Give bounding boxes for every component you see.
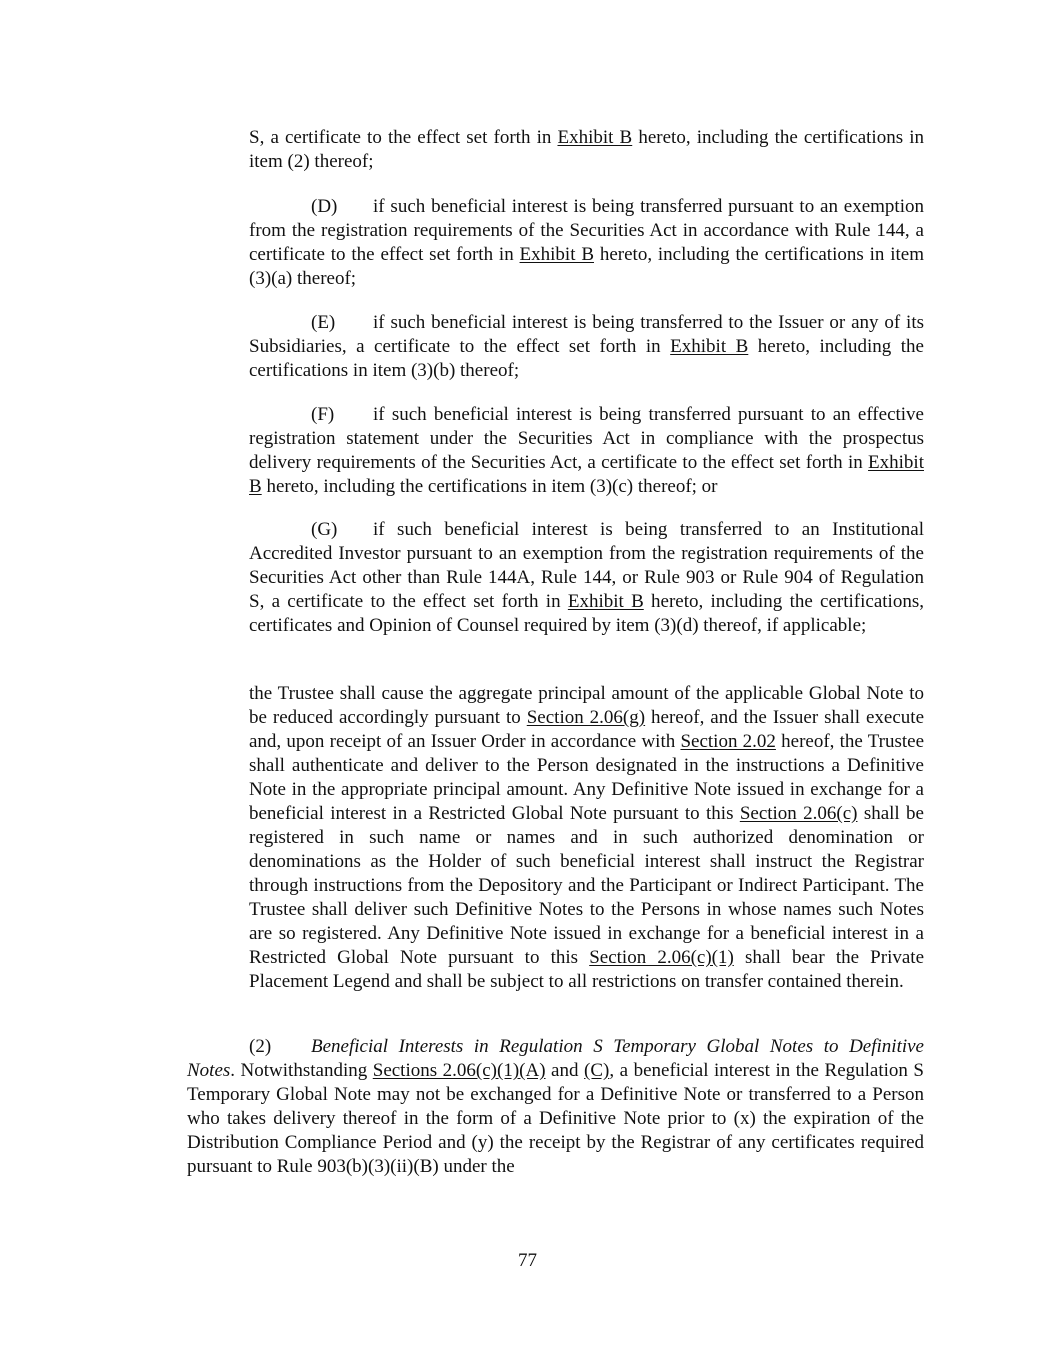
item-label: (E)	[311, 312, 336, 333]
section-reference: Section 2.06(c)(1)	[589, 947, 734, 968]
exhibit-reference: Exhibit B	[249, 452, 924, 497]
text: hereof, and the Issuer shall execute and, upon receipt of an Issuer Order in accordance with	[249, 707, 924, 752]
item-label: (D)	[311, 196, 338, 217]
exhibit-reference: Exhibit B	[670, 336, 749, 357]
section-reference: Sections 2.06(c)(1)(A)	[372, 1060, 546, 1081]
text: shall be registered in such name or names and in such authorized denomination or denominations as the Holder of such beneficial interest shall instruct the Registrar through instructions from the Depository and the Participant or Indirect Participant. The Trustee shall deliver such Definitive Notes to the Persons in whose names such Notes are so registered. Any Definitive Note issued in exchange for a beneficial interest in a Restricted Global Note pursuant to this	[249, 803, 924, 968]
item-2-paragraph	[187, 1035, 924, 1179]
item-g-paragraph	[249, 518, 924, 638]
page-number: 77	[518, 1250, 537, 1271]
section-reference: (C)	[584, 1060, 610, 1081]
item-label: (G)	[311, 519, 338, 540]
item-e-paragraph	[249, 311, 924, 383]
item-heading: Beneficial Interests in Regulation S Temporary Global Notes to Definitive Notes	[187, 1036, 924, 1081]
item-label: (F)	[311, 404, 335, 425]
section-reference: Section 2.06(c)	[739, 803, 858, 824]
item-label: (2)	[249, 1036, 272, 1057]
text: . Notwithstanding	[230, 1060, 373, 1081]
exhibit-reference: Exhibit B	[567, 591, 644, 612]
text: S, a certificate to the effect set forth in	[249, 127, 558, 148]
text: if such beneficial interest is being transferred pursuant to an exemption from the registration requirements of the Securities Act in accordance with Rule 144, a certificate to the effect set forth in	[249, 196, 924, 265]
text: hereto, including the certifications, certificates and Opinion of Counsel required by item (3)(d) thereof, if applicable;	[249, 591, 924, 636]
text: hereto, including the certifications in item (3)(b) thereof;	[249, 336, 924, 381]
text: hereto, including the certifications in item (2) thereof;	[249, 127, 924, 172]
text: if such beneficial interest is being transferred to the Issuer or any of its Subsidiaries, a certificate to the effect set forth in	[249, 312, 924, 357]
text: , a beneficial interest in the Regulation S Temporary Global Note may not be exchanged for a Definitive Note or transferred to a Person who takes delivery thereof in the form of a Definitive Note prior to (x) the expiration of the Distribution Compliance Period and (y) the receipt by the Registrar of any certificates required pursuant to Rule 903(b)(3)(ii)(B) under the	[187, 1060, 924, 1177]
text: hereto, including the certifications in item (3)(a) thereof;	[249, 244, 924, 289]
text: and	[545, 1060, 585, 1081]
section-reference: Section 2.06(g)	[526, 707, 646, 728]
exhibit-reference: Exhibit B	[519, 244, 594, 265]
text: hereof, the Trustee shall authenticate and deliver to the Person designated in the instructions a Definitive Note in the appropriate principal amount. Any Definitive Note issued in exchange for a beneficial interest in a Restricted Global Note pursuant to this	[249, 731, 925, 824]
text: if such beneficial interest is being transferred to an Institutional Accredited Investor pursuant to an exemption from the registration requirements of the Securities Act other than Rule 144A, Rule 144, or Rule 903 or Rule 904 of Regulation S, a certificate to the effect set forth in	[249, 519, 924, 612]
text: shall bear the Private Placement Legend and shall be subject to all restrictions on transfer contained therein.	[249, 947, 925, 992]
section-reference: Section 2.02	[680, 731, 776, 752]
item-f-paragraph	[249, 403, 924, 499]
continuation-paragraph	[249, 126, 924, 174]
trustee-paragraph	[249, 682, 924, 994]
item-d-paragraph	[249, 195, 924, 291]
text: the Trustee shall cause the aggregate principal amount of the applicable Global Note to be reduced accordingly pursuant to	[249, 683, 924, 728]
text: hereto, including the certifications in item (3)(c) thereof; or	[261, 476, 718, 497]
text: if such beneficial interest is being transferred pursuant to an effective registration statement under the Securities Act in compliance with the prospectus delivery requirements of the Securities Act, a certificate to the effect set forth in	[249, 404, 924, 473]
exhibit-reference: Exhibit B	[557, 127, 633, 148]
